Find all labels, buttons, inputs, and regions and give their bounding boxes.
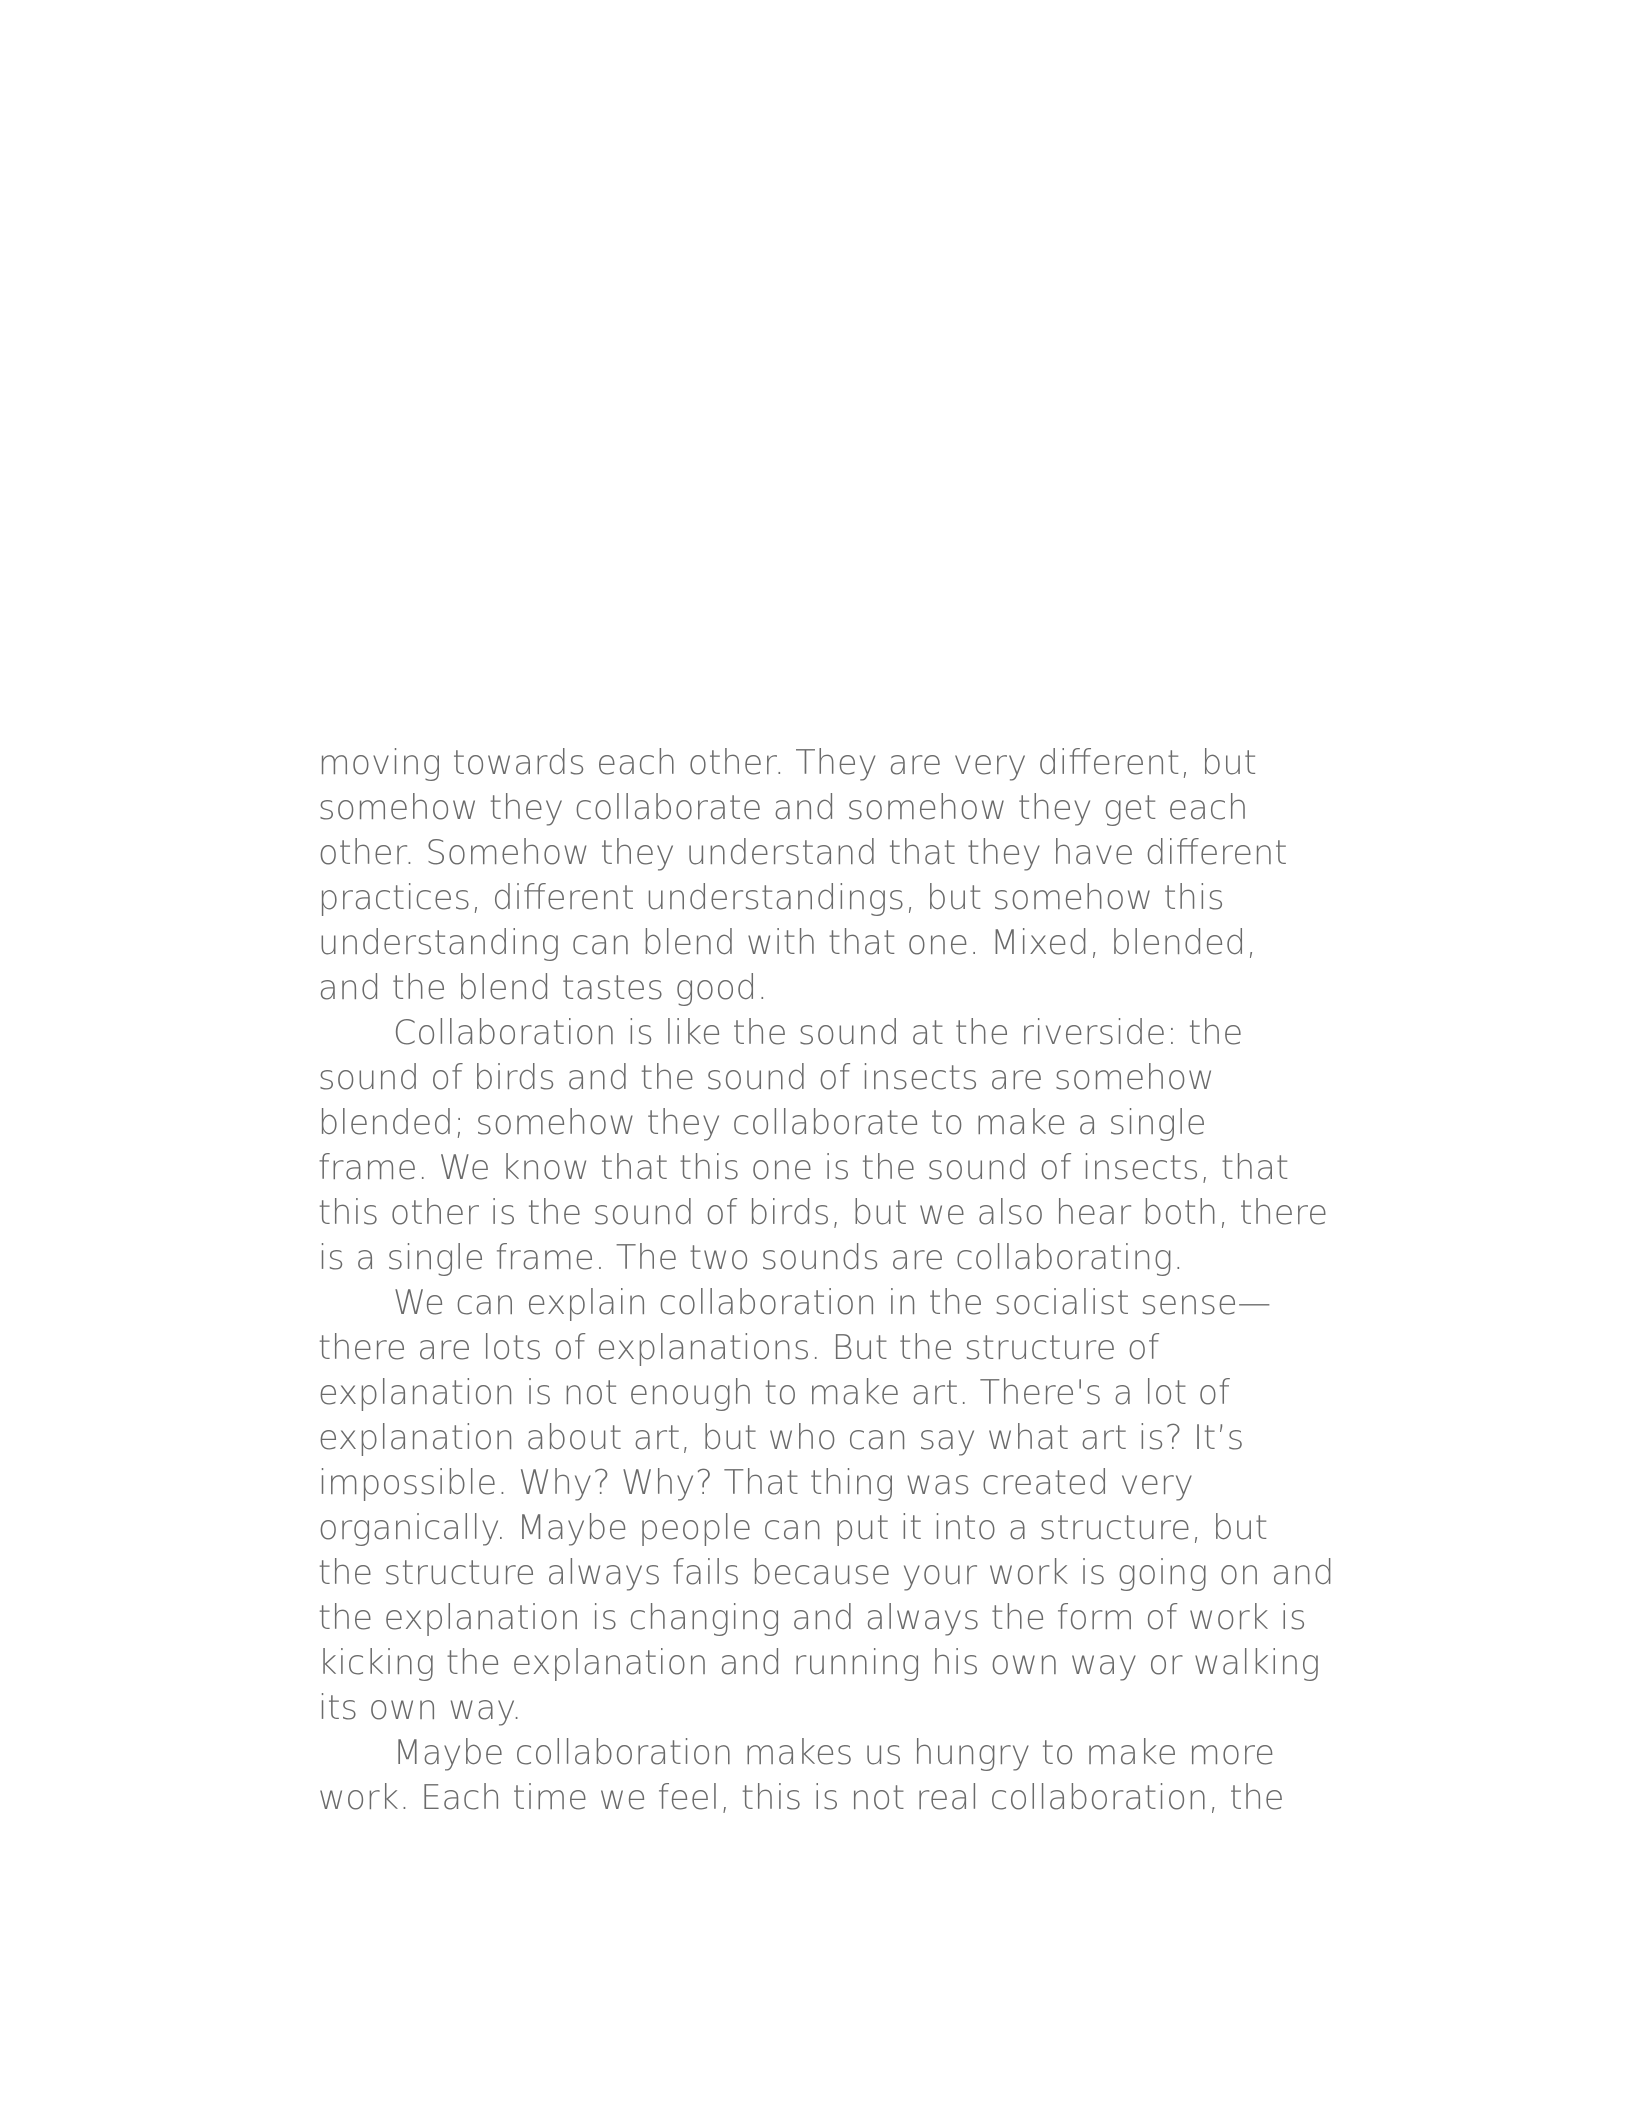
text-line: understanding can blend with that one. Mixed, blended, [318, 923, 1257, 962]
text-line: the explanation is changing and always the form of work is [318, 1598, 1307, 1637]
text-line: We can explain collaboration in the socialist sense— [393, 1283, 1272, 1322]
text-line: this other is the sound of birds, but we also hear both, there [318, 1193, 1328, 1232]
text-line: blended; somehow they collaborate to make a single [318, 1103, 1207, 1142]
text-line: and the blend tastes good. [318, 968, 768, 1007]
text-line: Maybe collaboration makes us hungry to make more [393, 1733, 1275, 1772]
text-line: explanation about art, but who can say what art is? It’s [318, 1418, 1245, 1457]
text-line: other. Somehow they understand that they have different [318, 833, 1288, 872]
text-line: explanation is not enough to make art. There's a lot of [318, 1373, 1230, 1412]
text-line: practices, different understandings, but somehow this [318, 878, 1225, 917]
text-line: kicking the explanation and running his own way or walking [318, 1643, 1321, 1682]
text-line: the structure always fails because your work is going on and [318, 1553, 1335, 1592]
text-line: impossible. Why? Why? That thing was created very [318, 1463, 1194, 1502]
text-line: its own way. [318, 1688, 522, 1727]
text-line: Collaboration is like the sound at the riverside: the [393, 1013, 1244, 1052]
text-line: frame. We know that this one is the sound of insects, that [318, 1148, 1289, 1187]
text-line: somehow they collaborate and somehow they get each [318, 788, 1249, 827]
text-line: there are lots of explanations. But the structure of [318, 1328, 1160, 1367]
text-line: work. Each time we feel, this is not real collaboration, the [318, 1778, 1285, 1817]
text-line: sound of birds and the sound of insects are somehow [318, 1058, 1215, 1097]
text-line: is a single frame. The two sounds are collaborating. [318, 1238, 1184, 1277]
text-line: organically. Maybe people can put it into a structure, but [318, 1508, 1268, 1547]
body-text [318, 740, 1335, 1820]
text-line: moving towards each other. They are very different, but [318, 743, 1257, 782]
